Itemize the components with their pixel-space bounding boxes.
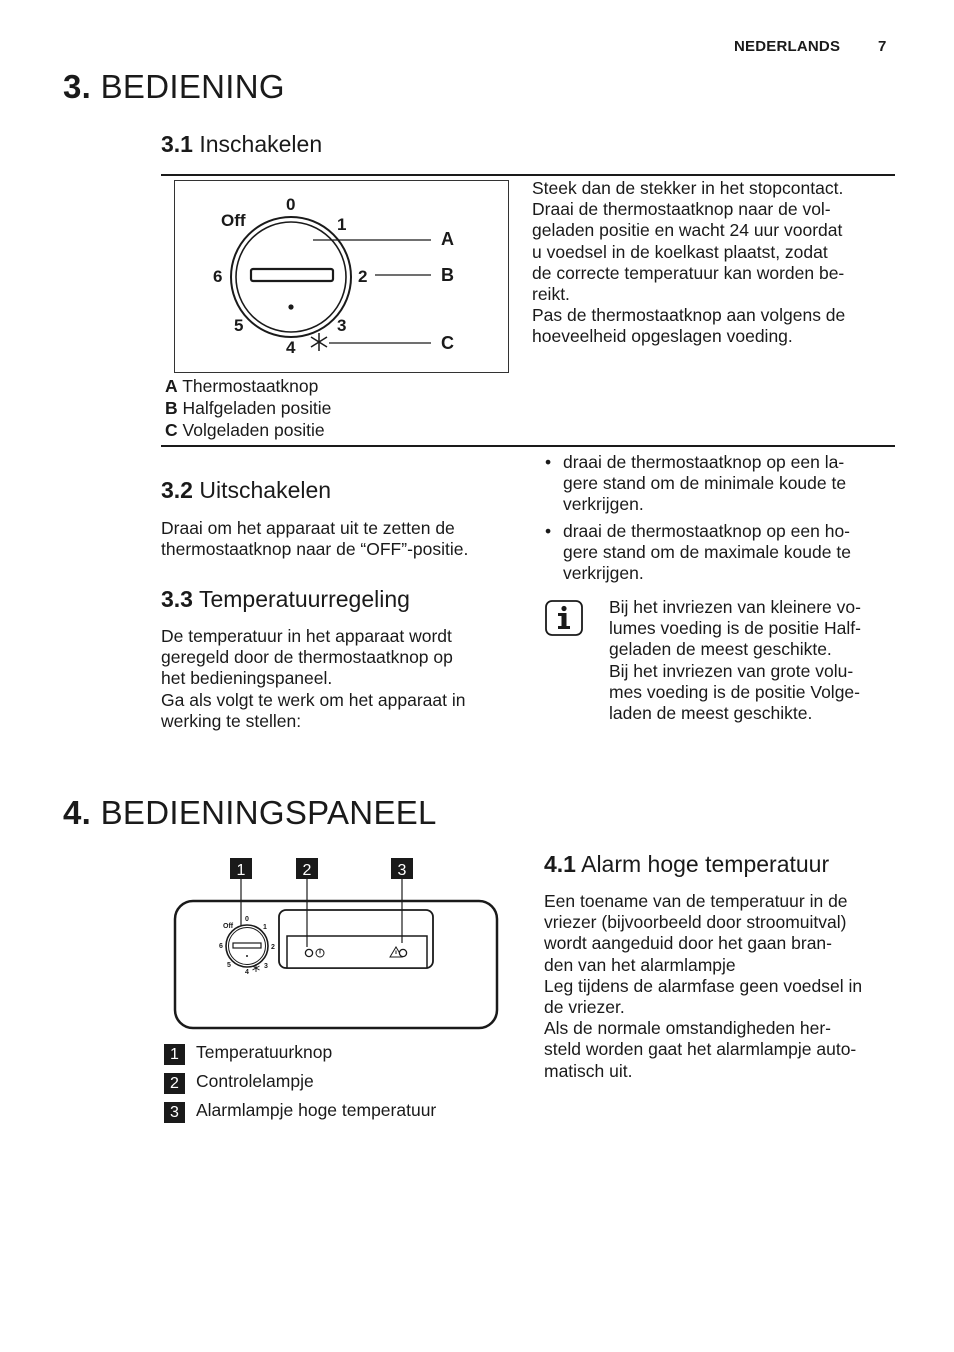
divider-bottom bbox=[161, 445, 895, 447]
subsection-3-2-text bbox=[161, 518, 521, 560]
dial-label-3: 3 bbox=[337, 316, 347, 335]
subsection-3-3-text bbox=[161, 626, 521, 732]
mini-dial-label-3: 3 bbox=[264, 963, 268, 970]
text-line: steld worden gaat het alarmlampje auto- bbox=[544, 1039, 857, 1060]
callout-b: B bbox=[441, 265, 454, 285]
legend-badge: 2 bbox=[164, 1073, 185, 1094]
subsection-4-1-text bbox=[544, 891, 896, 1082]
text-line: u voedsel in de koelkast plaatst, zodat bbox=[532, 241, 828, 262]
text-line: Ga als volgt te werk om het apparaat in bbox=[161, 689, 466, 710]
bullet-icon: • bbox=[545, 452, 552, 472]
info-icon bbox=[545, 600, 583, 636]
subsection-number: 4.1 bbox=[544, 851, 576, 877]
thermostat-dial-figure bbox=[174, 180, 509, 373]
text-line: Pas de thermostaatknop aan volgens de bbox=[532, 305, 846, 326]
subsection-number: 3.2 bbox=[161, 477, 193, 503]
page-number: 7 bbox=[878, 38, 887, 55]
text-line: draai de thermostaatknop op een ho- bbox=[563, 520, 850, 541]
legend-text: Halfgeladen positie bbox=[182, 397, 332, 418]
bullet-icon: • bbox=[545, 520, 552, 541]
section-title: BEDIENING bbox=[100, 68, 285, 105]
text-line: lumes voeding is de positie Half- bbox=[609, 618, 861, 639]
text-line: hoeveelheid opgeslagen voeding. bbox=[532, 326, 793, 347]
subsection-title: Uitschakelen bbox=[199, 477, 332, 503]
text-line: Als de normale omstandigheden her- bbox=[544, 1018, 831, 1039]
legend-key: B bbox=[165, 397, 178, 418]
text-line: mes voeding is de positie Volge- bbox=[609, 681, 860, 702]
section-3-heading bbox=[63, 68, 285, 106]
text-line: geregeld door de thermostaatknop op bbox=[161, 647, 453, 668]
text-line: Steek dan de stekker in het stopcontact. bbox=[532, 178, 844, 198]
legend-text: Alarmlampje hoge temperatuur bbox=[196, 1100, 437, 1120]
text-line: Draai om het apparaat uit te zetten de bbox=[161, 518, 455, 538]
mini-dial-label-5: 5 bbox=[227, 962, 231, 969]
text-line: geladen de meest geschikte. bbox=[609, 639, 832, 660]
legend-key: A bbox=[165, 376, 178, 396]
dial-label-0: 0 bbox=[286, 195, 296, 214]
subsection-3-1-text bbox=[532, 178, 892, 348]
legend-text: Temperatuurknop bbox=[196, 1042, 333, 1062]
badge-2-label: 2 bbox=[302, 862, 312, 879]
text-line: wordt aangeduid door het gaan bran- bbox=[544, 933, 832, 954]
bullet-list bbox=[541, 452, 893, 589]
subsection-title: Temperatuurregeling bbox=[198, 586, 410, 612]
subsection-number: 3.3 bbox=[161, 586, 193, 612]
header-language: NEDERLANDS bbox=[734, 38, 841, 55]
mini-dial-label-4: 4 bbox=[245, 969, 249, 976]
section-number: 4. bbox=[63, 794, 92, 831]
text-line: reikt. bbox=[532, 284, 570, 305]
alarm-lamp-icon bbox=[399, 949, 406, 956]
text-line: draai de thermostaatknop op een la- bbox=[563, 452, 845, 472]
callout-a: A bbox=[441, 229, 454, 249]
text-line: Bij het invriezen van grote volu- bbox=[609, 660, 854, 681]
legend-text: Volgeladen positie bbox=[182, 419, 325, 440]
text-line: gere stand om de minimale koude te bbox=[563, 473, 847, 494]
thermostat-dial-drawing bbox=[175, 181, 508, 372]
callout-c: C bbox=[441, 333, 454, 353]
badge-3-label: 3 bbox=[397, 862, 407, 879]
dial-label-off: Off bbox=[221, 211, 246, 230]
mini-temperature-knob bbox=[226, 925, 268, 967]
subsection-3-1-heading bbox=[161, 131, 322, 158]
dial-label-4: 4 bbox=[286, 338, 296, 357]
dial-label-6: 6 bbox=[213, 267, 223, 286]
mini-dial-label-2: 2 bbox=[271, 944, 275, 951]
legend-text: Thermostaatknop bbox=[182, 376, 319, 396]
legend-text: Controlelampje bbox=[196, 1071, 314, 1091]
text-line: Een toename van de temperatuur in de bbox=[544, 891, 848, 911]
dial-knob-grip bbox=[251, 269, 333, 281]
text-line: het bedieningspaneel. bbox=[161, 668, 333, 689]
text-line: de vriezer. bbox=[544, 997, 625, 1018]
control-panel-figure bbox=[172, 855, 502, 1035]
control-lamp-icon bbox=[305, 949, 312, 956]
subsection-number: 3.1 bbox=[161, 131, 193, 157]
subsection-3-2-heading bbox=[161, 477, 331, 504]
text-line: matisch uit. bbox=[544, 1060, 633, 1081]
section-4-heading bbox=[63, 794, 437, 832]
divider-top bbox=[161, 174, 895, 176]
section-title: BEDIENINGSPANEEL bbox=[100, 794, 437, 831]
subsection-title: Inschakelen bbox=[199, 131, 323, 157]
text-line: de correcte temperatuur kan worden be- bbox=[532, 262, 845, 283]
badge-1-label: 1 bbox=[236, 862, 246, 879]
text-line: gere stand om de maximale koude te bbox=[563, 541, 851, 562]
legend-badge: 3 bbox=[164, 1102, 185, 1123]
mini-dial-label-off: Off bbox=[223, 923, 234, 930]
mini-dial-label-1: 1 bbox=[263, 924, 267, 931]
snowflake-icon bbox=[311, 333, 327, 351]
legend-row-b bbox=[165, 398, 331, 420]
subsection-title: Alarm hoge temperatuur bbox=[581, 851, 830, 877]
text-line: thermostaatknop naar de “OFF”-positie. bbox=[161, 539, 469, 560]
text-line: geladen positie en wacht 24 uur voordat bbox=[532, 220, 843, 241]
section-number: 3. bbox=[63, 68, 92, 105]
legend-row-c bbox=[165, 420, 331, 442]
dial-legend bbox=[165, 376, 331, 441]
text-line: vriezer (bijvoorbeeld door stroomuitval) bbox=[544, 912, 847, 933]
dial-label-2: 2 bbox=[358, 267, 368, 286]
dial-label-1: 1 bbox=[337, 215, 347, 234]
text-line: werking te stellen: bbox=[161, 710, 302, 731]
text-line: De temperatuur in het apparaat wordt bbox=[161, 626, 452, 646]
text-line: den van het alarmlampje bbox=[544, 954, 736, 975]
bullet-item bbox=[541, 521, 893, 585]
subsection-4-1-heading bbox=[544, 851, 829, 878]
mini-dial-label-0: 0 bbox=[245, 916, 249, 923]
mini-dial-label-6: 6 bbox=[219, 943, 223, 950]
legend-key: C bbox=[165, 419, 178, 440]
bullet-item bbox=[541, 452, 893, 516]
subsection-3-3-heading bbox=[161, 586, 410, 613]
legend-badge: 1 bbox=[164, 1044, 185, 1065]
text-line: verkrijgen. bbox=[563, 563, 644, 584]
legend-row-a bbox=[165, 376, 331, 398]
callout-lines bbox=[313, 240, 431, 343]
dial-dot bbox=[288, 304, 293, 309]
text-line: verkrijgen. bbox=[563, 494, 644, 515]
text-line: Leg tijdens de alarmfase geen voedsel in bbox=[544, 975, 863, 996]
dial-label-5: 5 bbox=[234, 316, 244, 335]
text-line: Draai de thermostaatknop naar de vol- bbox=[532, 199, 831, 220]
text-line: Bij het invriezen van kleinere vo- bbox=[609, 597, 861, 617]
control-panel-drawing bbox=[172, 855, 502, 1035]
panel-legend bbox=[164, 1042, 504, 1132]
info-note-text bbox=[609, 597, 894, 724]
text-line: laden de meest geschikte. bbox=[609, 703, 813, 724]
